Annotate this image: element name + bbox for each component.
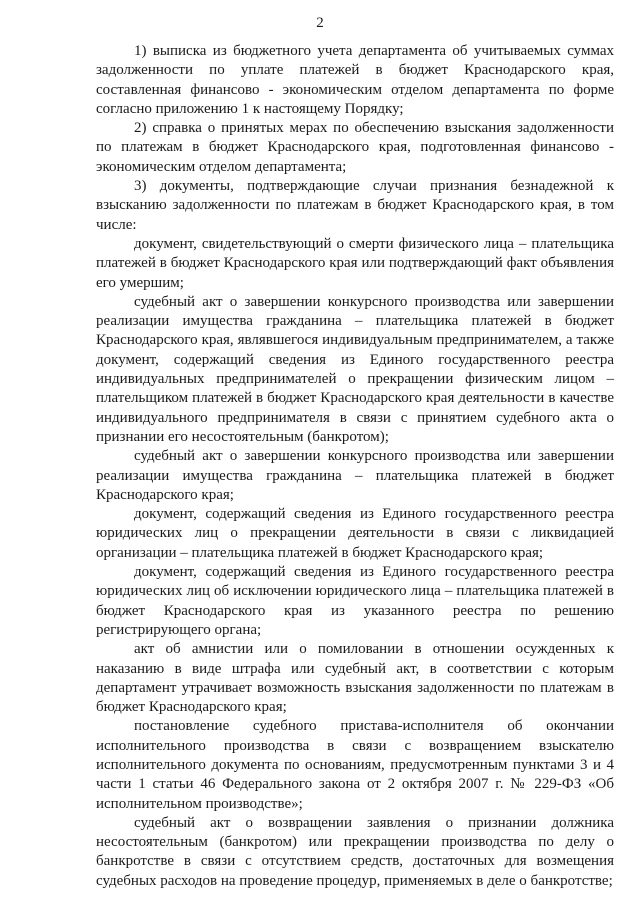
paragraph-amnesty-act: акт об амнистии или о помиловании в отношении осужденных к наказанию в виде штрафа или судебный акт, в соответствии с которым департамент утрачивает возможность взыскания задолженности по платежам в бюджет Краснодарского края; (96, 641, 614, 716)
paragraph-death-document: документ, свидетельствующий о смерти физического лица – плательщика платежей в бюджет Краснодарского края или подтверждающий факт объявления его умершим; (96, 235, 614, 291)
paragraph-measures-certificate: 2) справка о принятых мерах по обеспечению взыскания задолженности по платежам в бюджет Краснодарского края, подготовленная финансово - экономическим отделом департамента; (96, 120, 614, 175)
paragraph-exclusion-from-registry: документ, содержащий сведения из Единого государственного реестра юридических лиц об исключении юридического лица – плательщика платежей в бюджет Краснодарского края из указанного реестра по решению регистрирующего органа; (96, 564, 614, 638)
document-body (96, 42, 614, 891)
paragraph-hopeless-debt-documents: 3) документы, подтверждающие случаи признания безнадежной к взысканию задолженности по платежам в бюджет Краснодарского края, в том числе: (96, 178, 614, 233)
paragraph-liquidation: документ, содержащий сведения из Единого государственного реестра юридических лиц о прекращении деятельности в связи с ликвидацией организации – плательщика платежей в бюджет Краснодарского края; (96, 506, 614, 561)
paragraph-budget-extract: 1) выписка из бюджетного учета департамента об учитываемых суммах задолженности по уплате платежей в бюджет Краснодарского края, составленная финансово - экономическим отделом департамента по форме согласно приложению 1 к настоящему Порядку; (96, 43, 614, 117)
page-number: 2 (316, 15, 324, 31)
paragraph-bankruptcy-entrepreneur: судебный акт о завершении конкурсного производства или завершении реализации имущества гражданина – плательщика платежей в бюджет Краснодарского края, являвшегося индивидуальным предпринимателем, а также документ, содержащий сведения из Единого государственного реестра индивидуальных предпринимателей о прекращении физическим лицом – плательщиком платежей в бюджет Краснодарского края деятельности в качестве индивидуального предпринимателя в связи с принятием судебного акта о признании его несостоятельным (банкротом); (96, 293, 614, 445)
paragraph-bankruptcy-citizen: судебный акт о завершении конкурсного производства или завершении реализации имущества гражданина – плательщика платежей в бюджет Краснодарского края; (96, 448, 614, 503)
paragraph-bailiff-resolution: постановление судебного пристава-исполнителя об окончании исполнительного производства в связи с возвращением взыскателю исполнительного документа по основаниям, предусмотренным пунктами 3 и 4 части 1 статьи 46 Федерального закона от 2 октября 2007 г. № 229-ФЗ «Об исполнительном производстве»; (96, 718, 614, 812)
paragraph-court-return: судебный акт о возвращении заявления о признании должника несостоятельным (банкротом) или прекращении производства по делу о банкротстве в связи с отсутствием средств, достаточных для возмещения судебных расходов на проведение процедур, применяемых в деле о банкротстве; (96, 814, 614, 889)
